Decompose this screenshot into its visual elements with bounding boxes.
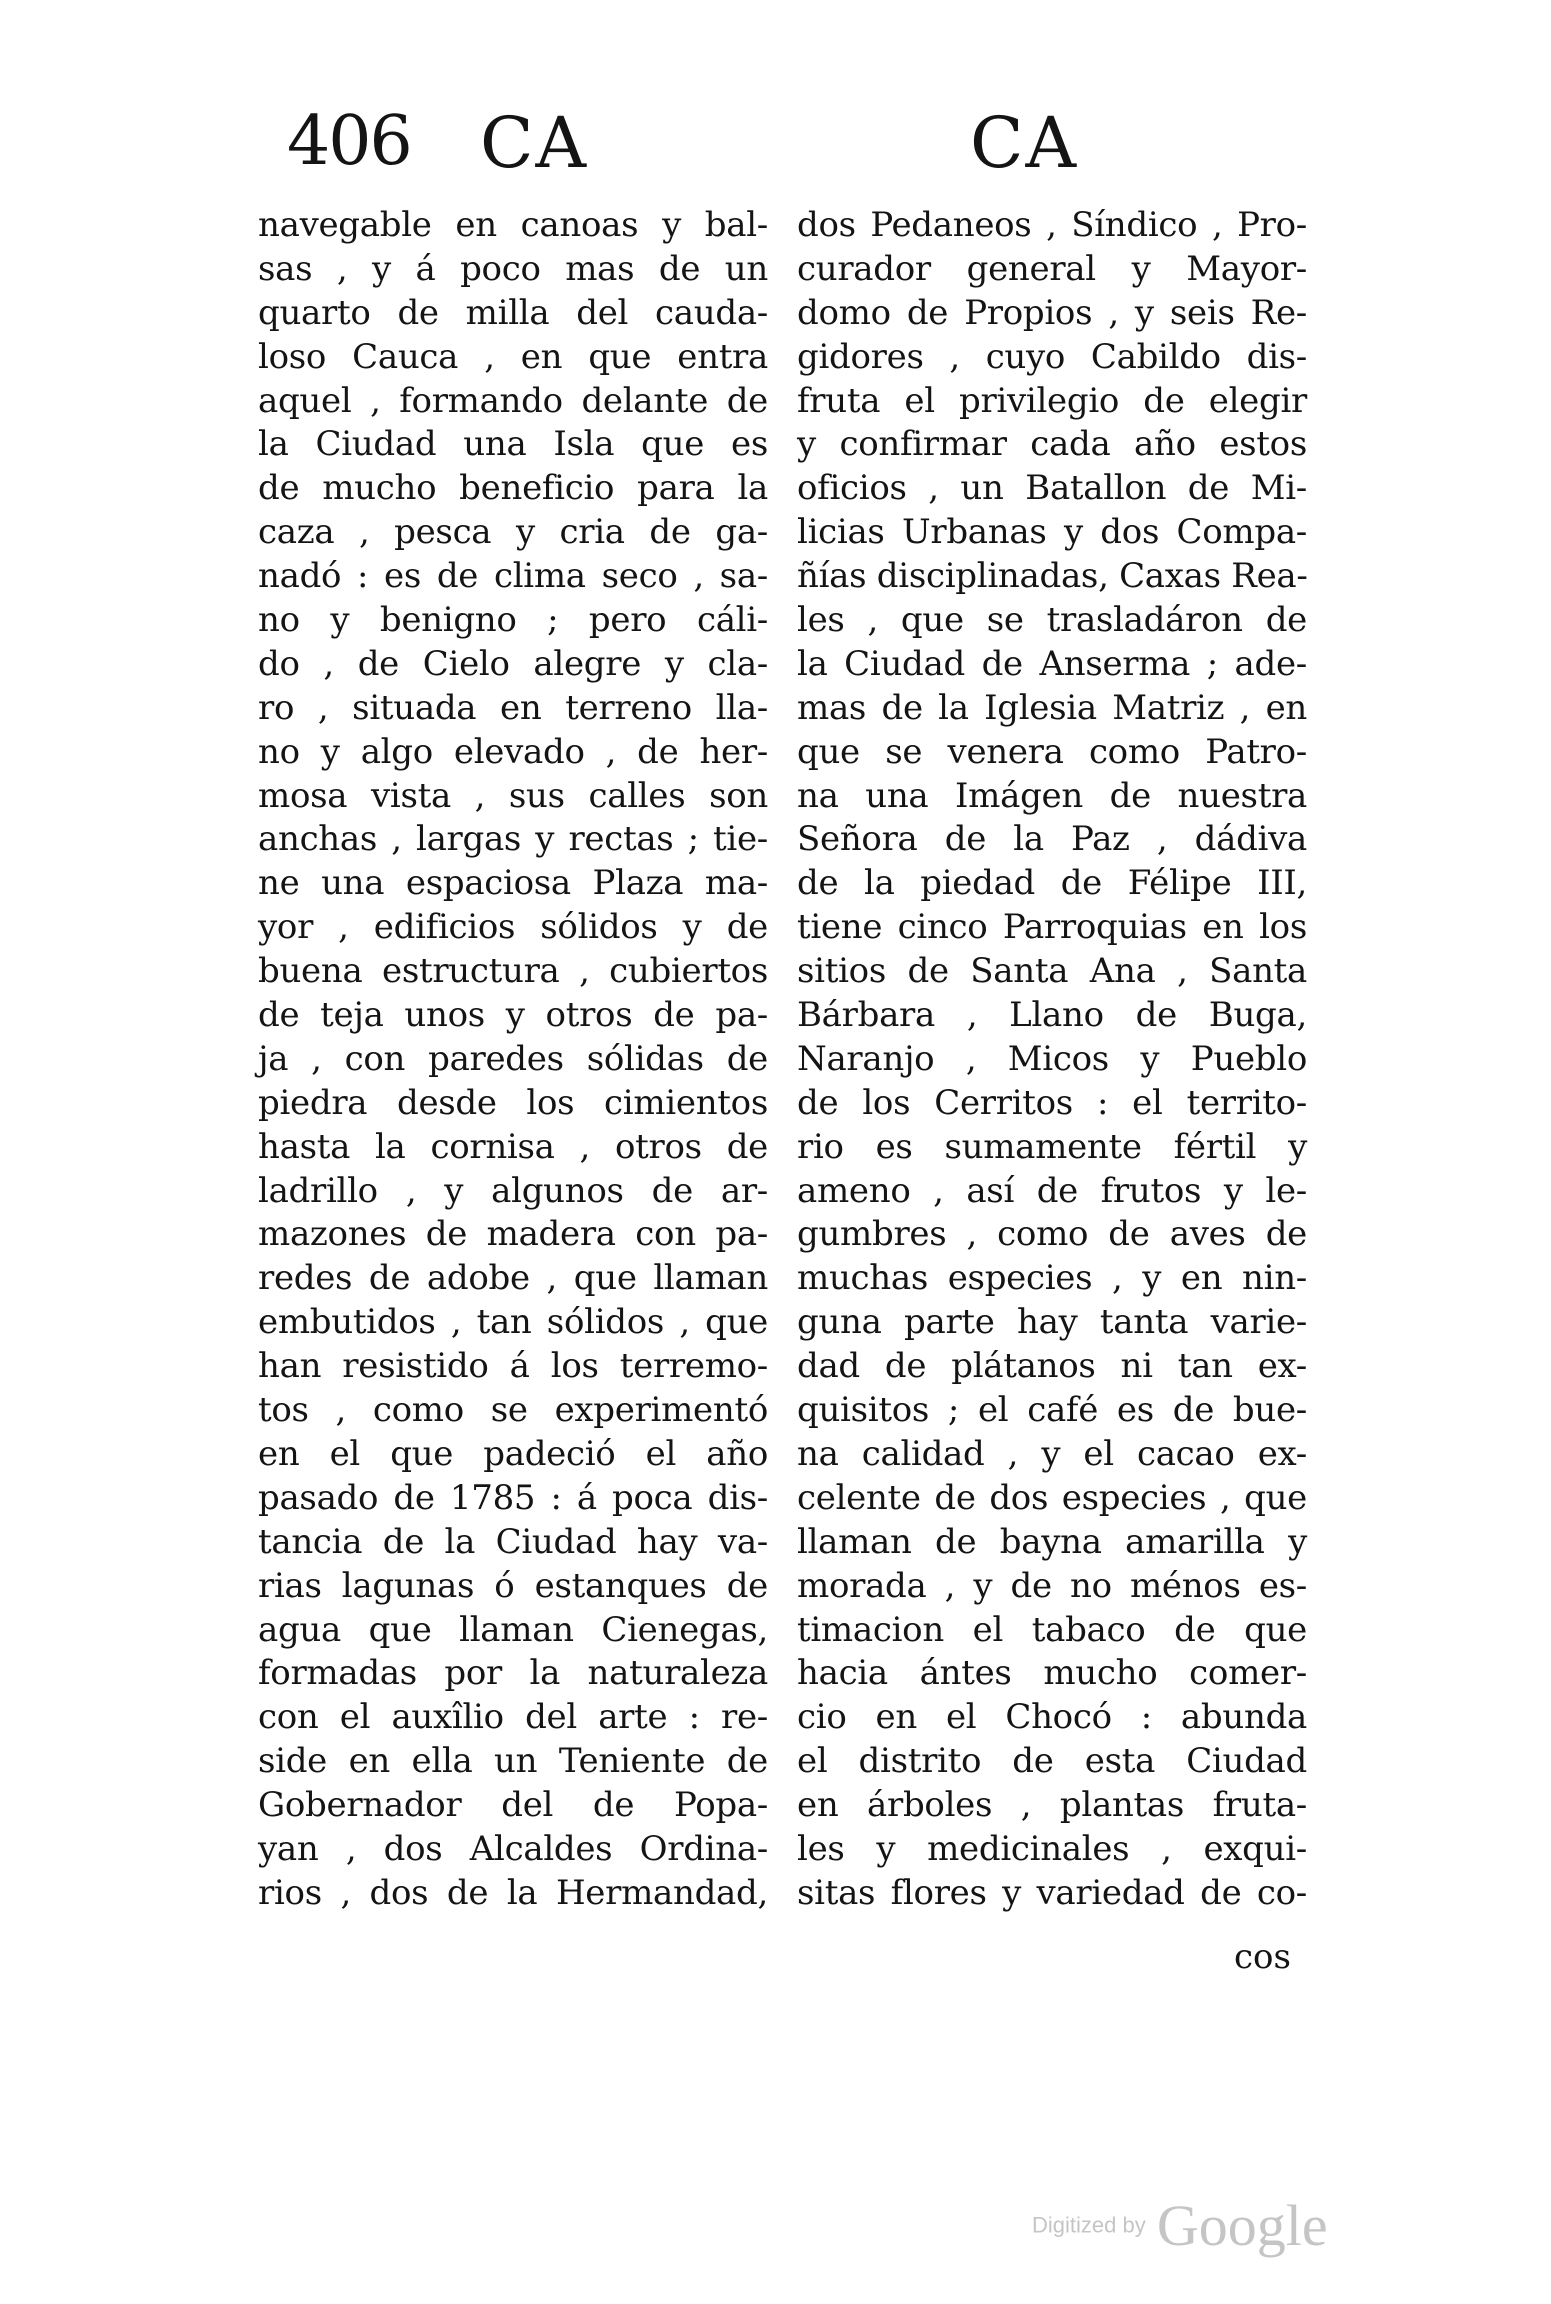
text-line: licias Urbanas y dos Compa- bbox=[797, 512, 1307, 553]
text-line: de los Cerritos : el territo- bbox=[797, 1082, 1307, 1123]
text-line: caza , pesca y cria de ga- bbox=[258, 512, 768, 553]
text-line: Señora de la Paz , dádiva bbox=[797, 819, 1307, 860]
text-line: quarto de milla del cauda- bbox=[258, 292, 768, 333]
text-line: la Ciudad una Isla que es bbox=[258, 424, 768, 465]
text-line: timacion el tabaco de que bbox=[797, 1609, 1307, 1650]
text-line: mazones de madera con pa- bbox=[258, 1214, 768, 1255]
text-line: tos , como se experimentó bbox=[258, 1390, 768, 1431]
text-line: domo de Propios , y seis Re- bbox=[797, 292, 1307, 333]
text-line: tancia de la Ciudad hay va- bbox=[258, 1521, 768, 1562]
text-line: na una Imágen de nuestra bbox=[797, 775, 1307, 816]
text-line: loso Cauca , en que entra bbox=[258, 336, 768, 377]
text-line: muchas especies , y en nin- bbox=[797, 1258, 1307, 1299]
text-line: hasta la cornisa , otros de bbox=[258, 1126, 768, 1167]
text-line: que se venera como Patro- bbox=[797, 731, 1307, 772]
text-line: Gobernador del de Popa- bbox=[258, 1785, 768, 1826]
text-line: sitios de Santa Ana , Santa bbox=[797, 951, 1307, 992]
text-line: llaman de bayna amarilla y bbox=[797, 1521, 1307, 1562]
text-line: anchas , largas y rectas ; tie- bbox=[258, 819, 768, 860]
text-line: embutidos , tan sólidos , que bbox=[258, 1302, 768, 1343]
text-line: rios , dos de la Hermandad, bbox=[258, 1872, 768, 1913]
text-line: gumbres , como de aves de bbox=[797, 1214, 1307, 1255]
text-line: morada , y de no ménos es- bbox=[797, 1565, 1307, 1606]
text-line: buena estructura , cubiertos bbox=[258, 951, 768, 992]
catchword: cos bbox=[1234, 1937, 1291, 1977]
right-text-column bbox=[797, 204, 1307, 1916]
text-line: rias lagunas ó estanques de bbox=[258, 1565, 768, 1606]
text-line: tiene cinco Parroquias en los bbox=[797, 907, 1307, 948]
text-line: en árboles , plantas fruta- bbox=[797, 1785, 1307, 1826]
text-line: celente de dos especies , que bbox=[797, 1477, 1307, 1518]
text-line: ne una espaciosa Plaza ma- bbox=[258, 863, 768, 904]
text-line: no y algo elevado , de her- bbox=[258, 731, 768, 772]
text-line: Bárbara , Llano de Buga, bbox=[797, 995, 1307, 1036]
text-line: rio es sumamente fértil y bbox=[797, 1126, 1307, 1167]
text-line: oficios , un Batallon de Mi- bbox=[797, 468, 1307, 509]
text-line: curador general y Mayor- bbox=[797, 248, 1307, 289]
text-line: les y medicinales , exqui- bbox=[797, 1828, 1307, 1869]
text-line: de teja unos y otros de pa- bbox=[258, 995, 768, 1036]
text-line: con el auxîlio del arte : re- bbox=[258, 1697, 768, 1738]
text-line: no y benigno ; pero cáli- bbox=[258, 600, 768, 641]
text-line: la Ciudad de Anserma ; ade- bbox=[797, 643, 1307, 684]
text-line: en el que padeció el año bbox=[258, 1433, 768, 1474]
text-line: yan , dos Alcaldes Ordina- bbox=[258, 1828, 768, 1869]
text-line: dos Pedaneos , Síndico , Pro- bbox=[797, 205, 1307, 245]
text-line: do , de Cielo alegre y cla- bbox=[258, 643, 768, 684]
text-line: navegable en canoas y bal- bbox=[258, 205, 768, 245]
text-line: ja , con paredes sólidas de bbox=[258, 1038, 768, 1079]
text-line: Naranjo , Micos y Pueblo bbox=[797, 1038, 1307, 1079]
text-line: de mucho beneficio para la bbox=[258, 468, 768, 509]
text-line: cio en el Chocó : abunda bbox=[797, 1697, 1307, 1738]
text-line: guna parte hay tanta varie- bbox=[797, 1302, 1307, 1343]
digitized-watermark bbox=[1032, 2192, 1328, 2259]
text-line: mas de la Iglesia Matriz , en bbox=[797, 687, 1307, 728]
text-line: les , que se trasladáron de bbox=[797, 600, 1307, 641]
text-line: fruta el privilegio de elegir bbox=[797, 380, 1307, 421]
text-line: dad de plátanos ni tan ex- bbox=[797, 1346, 1307, 1387]
text-line: hacia ántes mucho comer- bbox=[797, 1653, 1307, 1694]
running-head-right: CA bbox=[970, 102, 1079, 184]
watermark-prefix: Digitized by bbox=[1032, 2212, 1146, 2238]
text-line: de la piedad de Félipe III, bbox=[797, 863, 1307, 904]
text-line: sas , y á poco mas de un bbox=[258, 248, 768, 289]
text-line: agua que llaman Cienegas, bbox=[258, 1609, 768, 1650]
text-line: na calidad , y el cacao ex- bbox=[797, 1433, 1307, 1474]
left-text-column bbox=[258, 204, 768, 1916]
text-line: formadas por la naturaleza bbox=[258, 1653, 768, 1694]
text-line: nadó : es de clima seco , sa- bbox=[258, 556, 768, 597]
text-line: ñías disciplinadas, Caxas Rea- bbox=[797, 556, 1308, 597]
text-line: gidores , cuyo Cabildo dis- bbox=[797, 336, 1307, 377]
text-line: ameno , así de frutos y le- bbox=[797, 1170, 1307, 1211]
text-line: el distrito de esta Ciudad bbox=[797, 1741, 1307, 1782]
text-line: y confirmar cada año estos bbox=[797, 424, 1307, 465]
text-line: ro , situada en terreno lla- bbox=[258, 687, 768, 728]
watermark-brand: Google bbox=[1156, 2193, 1328, 2258]
text-line: side en ella un Teniente de bbox=[258, 1741, 768, 1782]
text-line: pasado de 1785 : á poca dis- bbox=[258, 1477, 768, 1518]
running-head-left: CA bbox=[480, 102, 589, 184]
text-line: aquel , formando delante de bbox=[258, 380, 768, 421]
text-line: sitas flores y variedad de co- bbox=[797, 1872, 1307, 1913]
text-line: han resistido á los terremo- bbox=[258, 1346, 768, 1387]
text-line: mosa vista , sus calles son bbox=[258, 775, 768, 816]
text-line: quisitos ; el café es de bue- bbox=[797, 1390, 1307, 1431]
text-line: piedra desde los cimientos bbox=[258, 1082, 768, 1123]
text-line: ladrillo , y algunos de ar- bbox=[258, 1170, 768, 1211]
page-number: 406 bbox=[287, 102, 411, 181]
text-line: redes de adobe , que llaman bbox=[258, 1258, 768, 1299]
text-line: yor , edificios sólidos y de bbox=[258, 907, 768, 948]
